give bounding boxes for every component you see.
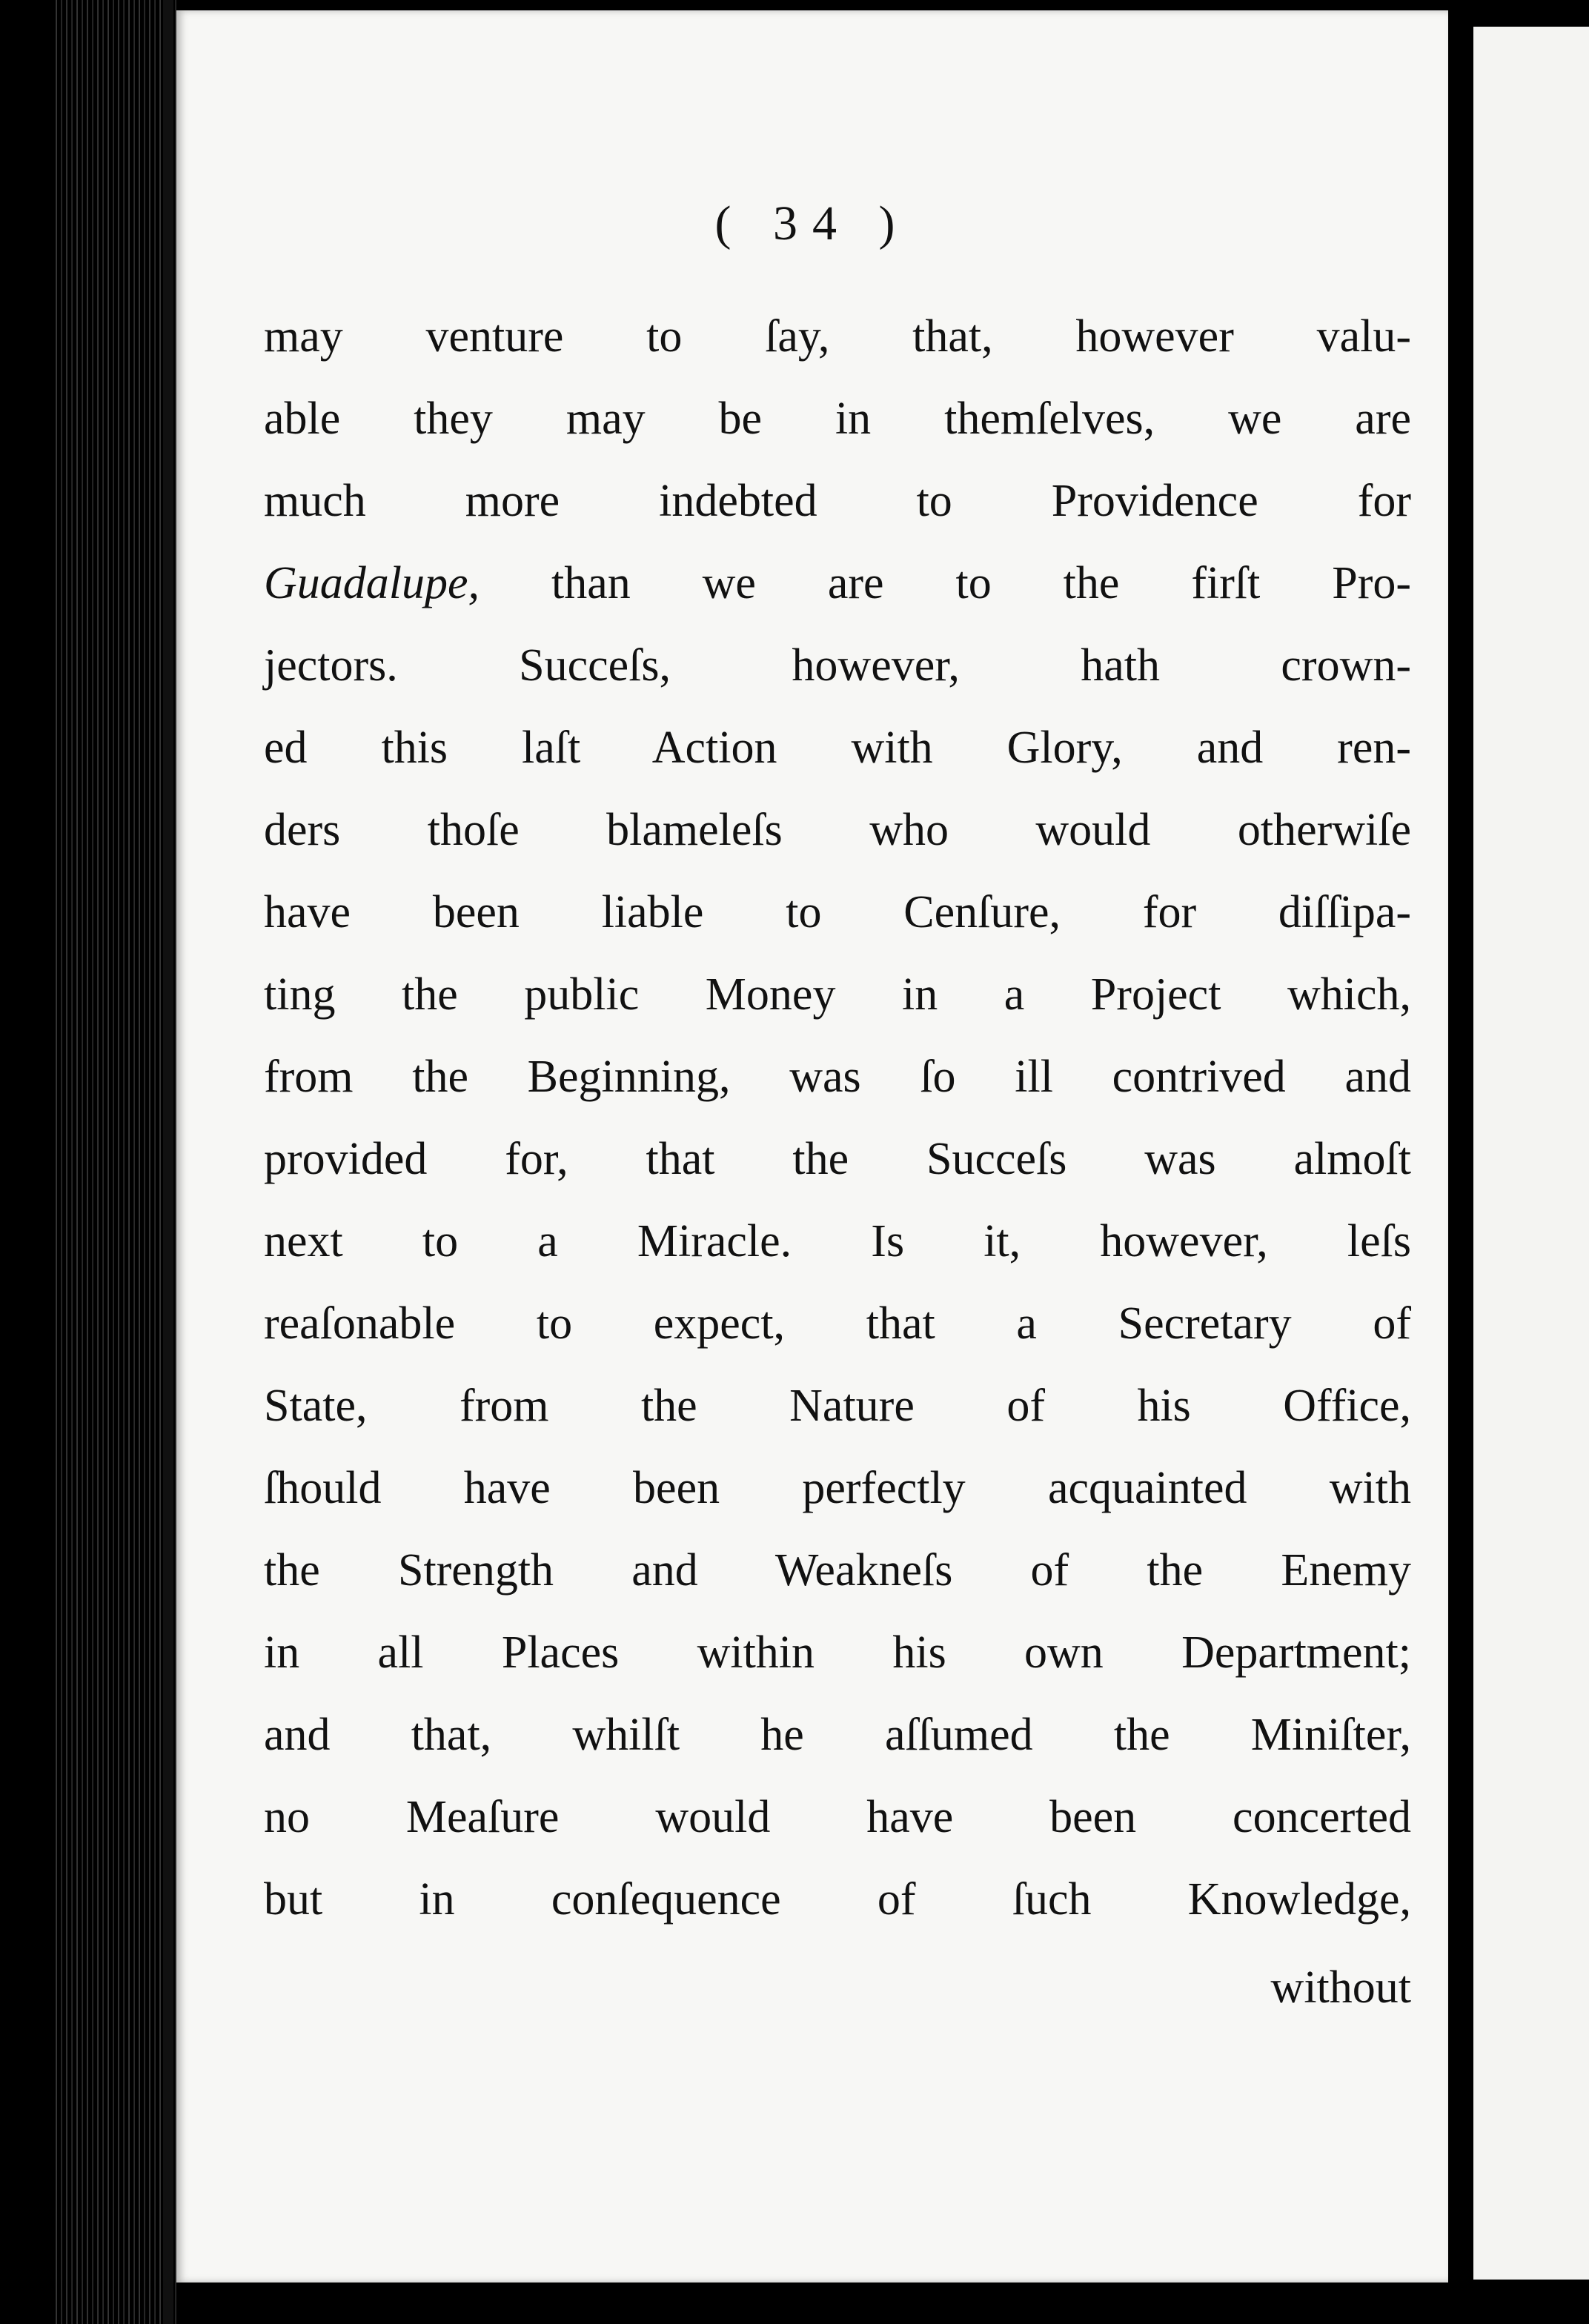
text-line: able they may be in themſelves, we are — [264, 394, 1411, 444]
text-line: have been liable to Cenſure, for diſſipa- — [264, 887, 1411, 937]
book-gutter — [1448, 0, 1473, 2324]
text-line: much more indebted to Providence for — [264, 476, 1411, 526]
text-line: in all Places within his own Department; — [264, 1627, 1411, 1678]
italic-place-name: Guadalupe, — [264, 558, 480, 608]
text-line: no Meaſure would have been concerted — [264, 1792, 1411, 1842]
text-line: from the Beginning, was ſo ill contrived and — [264, 1052, 1411, 1102]
text-line: ed this laſt Action with Glory, and ren- — [264, 723, 1411, 773]
text-line: but in conſequence of ſuch Knowledge, — [264, 1874, 1411, 1925]
text-line: the Strength and Weakneſs of the Enemy — [264, 1545, 1411, 1596]
text-line: and that, whilſt he aſſumed the Miniſter, — [264, 1710, 1411, 1760]
text-line: reaſonable to expect, that a Secretary of — [264, 1298, 1411, 1349]
text-line-rest: than we are to the firſt Pro- — [551, 558, 1412, 608]
page-number: ( 34 ) — [714, 196, 910, 250]
text-line-with-italic — [264, 542, 1411, 625]
text-line: ting the public Money in a Project which, — [264, 969, 1411, 1020]
text-line: next to a Miracle. Is it, however, leſs — [264, 1216, 1411, 1266]
catchword: without — [1270, 1962, 1411, 2013]
facing-page-edge — [1473, 27, 1589, 2280]
book-page — [176, 10, 1448, 2282]
body-text — [264, 296, 1411, 2029]
text-line: ders thoſe blameleſs who would otherwiſe — [264, 805, 1411, 855]
text-line: State, from the Nature of his Office, — [264, 1381, 1411, 1431]
text-line: ſhould have been perfectly acquainted with — [264, 1463, 1411, 1513]
text-line: provided for, that the Succeſs was almoſt — [264, 1134, 1411, 1184]
text-line: may venture to ſay, that, however valu- — [264, 311, 1411, 362]
text-line: jectors. Succeſs, however, hath crown- — [264, 640, 1411, 691]
page-edge-stack — [52, 0, 178, 2324]
